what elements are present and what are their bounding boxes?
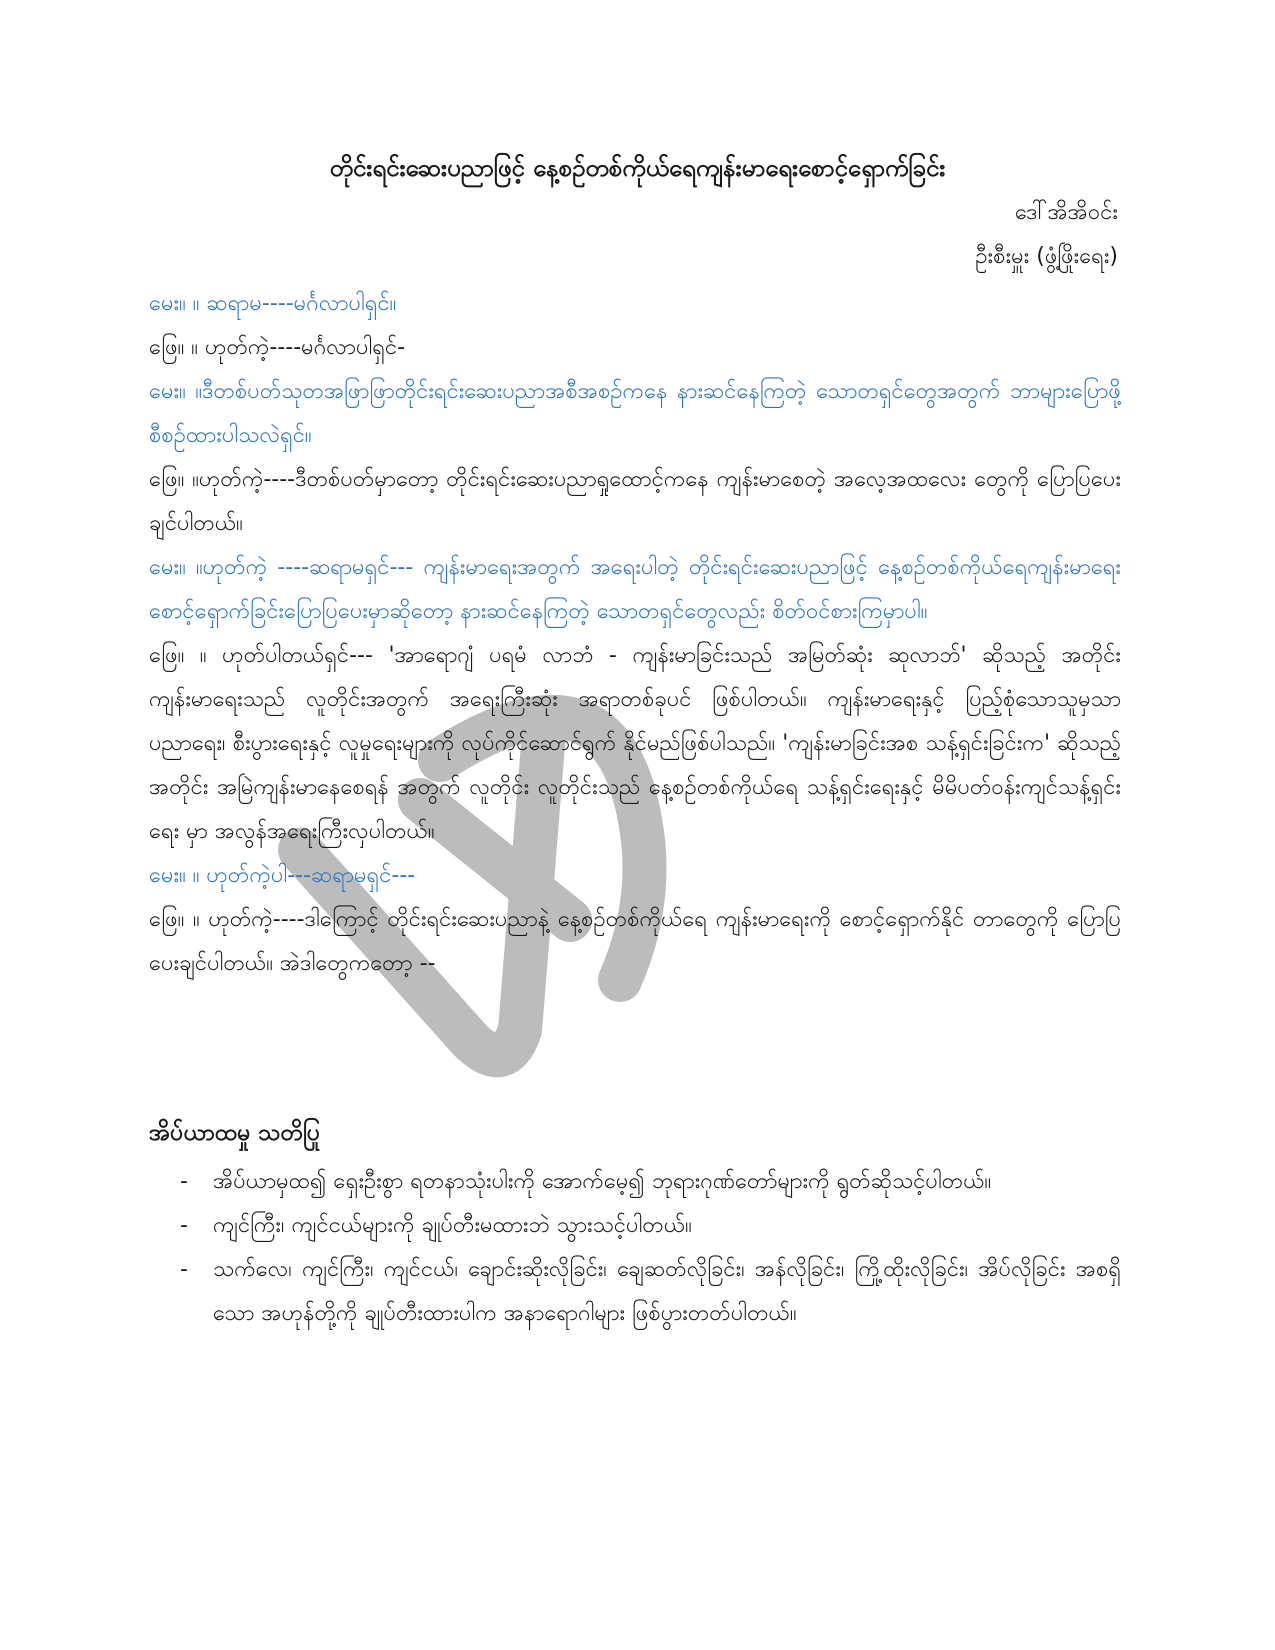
question-paragraph: မေး။ ။ ဟုတ်ကဲ့ပါ---ဆရာမရှင်--- [149,863,416,888]
document-title: တိုင်းရင်းဆေးပညာဖြင့် နေ့စဉ်တစ်ကိုယ်ရေကျန်းမာရေးစောင့်ရှောက်ခြင်း [329,154,946,182]
list-item [180,1160,1121,1204]
advice-list [180,1160,1121,1336]
list-item-text: အိပ်ယာမှထ၍ ရှေးဦးစွာ ရတနာသုံးပါးကို အောက်မေ့၍ ဘုရားဂုဏ်တော်များကို ရွတ်ဆိုသင့်ပါတယ်။ [213,1169,992,1194]
question-paragraph: မေး။ ။ဟုတ်ကဲ့ ----ဆရာမရှင်--- ကျန်းမာရေးအတွက် အရေးပါတဲ့ တိုင်းရင်းဆေးပညာဖြင့် နေ့စဉ်တစ်ကိုယ်ရေကျန်းမာရေး စောင့်ရှောက်ခြင်းပြောပြပေးမှာဆိုတော့ နားဆင်နေကြတဲ့ သောတရှင်တွေလည်း စိတ်ဝင်စားကြမှာပါ။ [149,555,1121,624]
section-heading: အိပ်ယာထမှု သတိပြု [149,1120,321,1146]
dialog-section [149,282,1121,986]
answer-paragraph: ဖြေ။ ။ ဟုတ်ကဲ့----ဒါကြောင့် တိုင်းရင်းဆေးပညာနဲ့ နေ့စဉ်တစ်ကိုယ်ရေ ကျန်းမာရေးကို စောင့်ရှောက်နိုင် တာတွေကို ပြောပြပေးချင်ပါတယ်။ အဲဒါတွေကတော့ -- [149,907,1121,976]
list-item [180,1248,1121,1336]
answer-paragraph: ဖြေ။ ။ ဟုတ်ပါတယ်ရှင်--- 'အာရောဂျံ ပရမံ လာဘံ - ကျန်းမာခြင်းသည် အမြတ်ဆုံး ဆုလာဘ်' ဆိုသည့် အတိုင်း ကျန်းမာရေးသည် လူတိုင်းအတွက် အရေးကြီးဆုံး အရာတစ်ခုပင် ဖြစ်ပါတယ်။ ကျန်းမာရေးနှင့် ပြည့်စုံသောသူမှသာ ပညာရေး၊ စီးပွားရေးနှင့် လူမှုရေးများကို လုပ်ကိုင်ဆောင်ရွက် နိုင်မည်ဖြစ်ပါသည်။ 'ကျန်းမာခြင်းအစ သန့်ရှင်းခြင်းက' ဆိုသည့်အတိုင်း အမြဲကျန်းမာနေစေရန် အတွက် လူတိုင်း လူတိုင်းသည် နေ့စဉ်တစ်ကိုယ်ရေ သန့်ရှင်းရေးနှင့် မိမိပတ်ဝန်းကျင်သန့်ရှင်းရေး မှာ အလွန်အရေးကြီးလှပါတယ်။ [149,643,1121,844]
answer-paragraph: ဖြေ။ ။ ဟုတ်ကဲ့----မင်္ဂလာပါရှင်- [149,335,406,360]
bullet-dash: - [180,1257,188,1282]
question-paragraph: မေး။ ။ဒီတစ်ပတ်သုတအဖြာဖြာတိုင်းရင်းဆေးပညာအစီအစဉ်ကနေ နားဆင်နေကြတဲ့ သောတရှင်တွေအတွက် ဘာများပြောဖို့ စီစဉ်ထားပါသလဲရှင်။ [149,379,1121,448]
answer-paragraph: ဖြေ။ ။ဟုတ်ကဲ့----ဒီတစ်ပတ်မှာတော့ တိုင်းရင်းဆေးပညာရှုထောင့်ကနေ ကျန်းမာစေတဲ့ အလေ့အထလေး တွေကို ပြောပြပေးချင်ပါတယ်။ [149,467,1121,536]
author-name: ဒေါ်အိအိဝင်း [1014,200,1118,225]
list-item-text: သက်လေ၊ ကျင်ကြီး၊ ကျင်ငယ်၊ ချောင်းဆိုးလိုခြင်း၊ ချေဆတ်လိုခြင်း၊ အန်လိုခြင်း၊ ကြို့ထိုးလိုခြင်း၊ အိပ်လိုခြင်း အစရှိသော အဟုန်တို့ကို ချုပ်တီးထားပါက အနာရောဂါများ ဖြစ်ပွားတတ်ပါတယ်။ [213,1257,1121,1326]
list-item-text: ကျင်ကြီး၊ ကျင်ငယ်များကို ချုပ်တီးမထားဘဲ သွားသင့်ပါတယ်။ [213,1213,692,1238]
question-paragraph: မေး။ ။ ဆရာမ----မင်္ဂလာပါရှင်။ [149,291,397,316]
list-item [180,1204,1121,1248]
bullet-dash: - [180,1169,188,1194]
bullet-dash: - [180,1213,188,1238]
author-position: ဦးစီးမှူး (ဖွံ့ဖြိုးရေး) [975,244,1118,269]
